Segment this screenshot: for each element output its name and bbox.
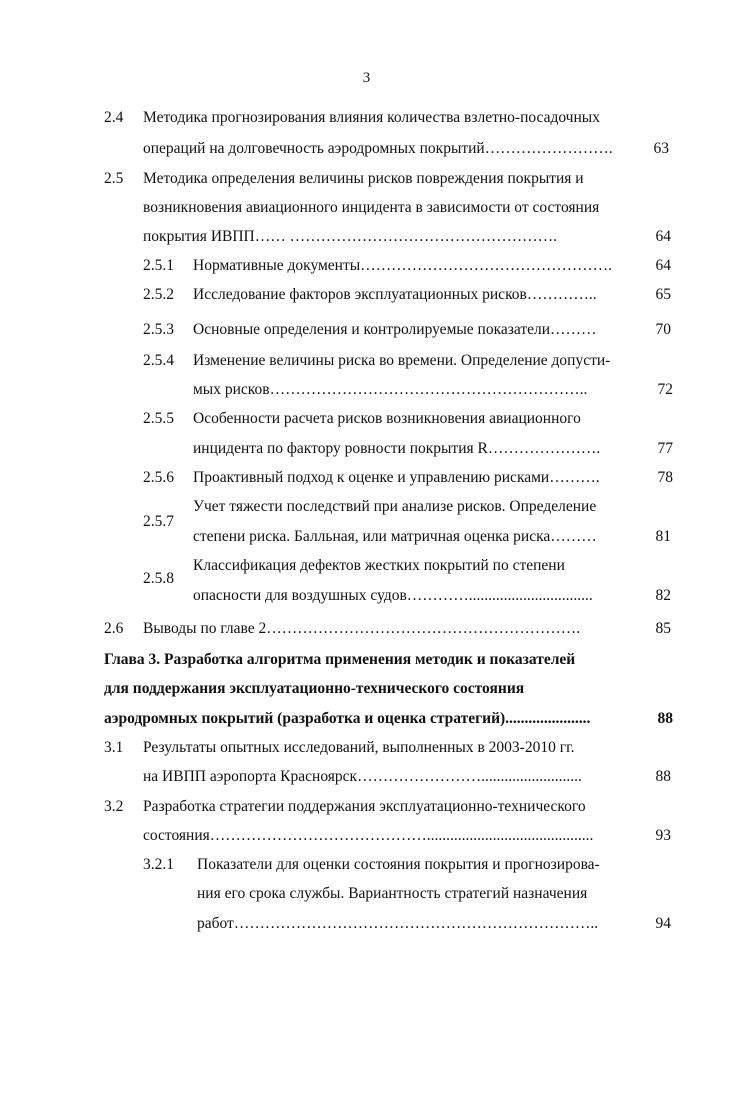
- toc-entry-page: 78: [657, 469, 673, 486]
- toc-entry-page: 82: [655, 587, 671, 604]
- toc-entry-number: 3.2.1: [143, 856, 174, 873]
- toc-entry-number: 2.5.7: [143, 513, 174, 530]
- toc-entry-text-line: Особенности расчета рисков возникновения авиационного: [193, 410, 581, 427]
- toc-entry-page: 65: [655, 286, 671, 303]
- toc-entry-text-line: Основные определения и контролируемые показатели………: [193, 321, 597, 338]
- toc-entry-number: 2.5.2: [143, 286, 174, 303]
- page-number: 3: [362, 70, 371, 86]
- toc-entry-text-line: Нормативные документы………………………………………….: [193, 257, 613, 274]
- toc-entry-text-line: опасности для воздушных судов…………................................: [193, 587, 593, 604]
- toc-entry-page: 63: [653, 140, 669, 157]
- toc-entry-text-line: Изменение величины риска во времени. Определение допусти-: [193, 352, 611, 369]
- toc-entry-number: 2.5.8: [143, 570, 174, 587]
- toc-entry-page: 77: [657, 440, 673, 457]
- toc-entry-text-line: Разработка стратегии поддержания эксплуатационно-технического: [143, 798, 586, 815]
- toc-entry-text-line: работ……………………………………………………………..: [197, 915, 599, 932]
- toc-entry-number: 2.5.3: [143, 321, 174, 338]
- toc-entry-text-line: на ИВПП аэропорта Красноярск……………………..........................: [143, 768, 582, 785]
- toc-entry-text-line: Методика определения величины рисков повреждения покрытия и: [143, 170, 584, 187]
- toc-entry-page: 93: [655, 827, 671, 844]
- toc-entry-page: 64: [655, 257, 671, 274]
- toc-entry-text-line: Показатели для оценки состояния покрытия и прогнозирова-: [197, 856, 600, 873]
- toc-entry-text-line: состояния……………………………………...........................................: [143, 827, 594, 844]
- chapter-heading-page: 88: [657, 710, 673, 727]
- toc-entry-page: 72: [657, 381, 673, 398]
- toc-entry-text-line: Исследование факторов эксплуатационных рисков…………..: [193, 286, 597, 303]
- toc-entry-number: 2.5.6: [143, 469, 174, 486]
- toc-entry-page: 94: [655, 915, 671, 932]
- toc-entry-number: 2.5.1: [143, 257, 174, 274]
- toc-entry-number: 2.5.5: [143, 410, 174, 427]
- toc-entry-page: 64: [655, 228, 671, 245]
- toc-entry-text-line: операций на долговечность аэродромных покрытий…………………….: [143, 140, 613, 157]
- toc-entry-number: 3.1: [104, 739, 124, 756]
- toc-entry-text-line: Выводы по главе 2…………………………………………………….: [143, 620, 581, 637]
- toc-entry-number: 2.5: [104, 170, 124, 187]
- toc-entry-number: 2.5.4: [143, 352, 174, 369]
- toc-entry-number: 2.4: [104, 109, 124, 126]
- chapter-heading-line: Глава 3. Разработка алгоритма применения методик и показателей: [104, 651, 576, 668]
- toc-entry-text-line: инцидента по фактору ровности покрытия R………………….: [193, 440, 601, 457]
- toc-entry-page: 88: [655, 768, 671, 785]
- toc-entry-text-line: Результаты опытных исследований, выполненных в 2003-2010 гг.: [143, 739, 575, 756]
- toc-entry-number: 3.2: [104, 798, 124, 815]
- toc-entry-text-line: Методика прогнозирования влияния количества взлетно-посадочных: [143, 109, 600, 126]
- toc-entry-number: 2.6: [104, 620, 124, 637]
- toc-entry-page: 81: [655, 528, 671, 545]
- toc-entry-text-line: степени риска. Балльная, или матричная оценка риска………: [193, 528, 597, 545]
- chapter-heading-line: аэродромных покрытий (разработка и оценка стратегий)......................: [104, 710, 591, 727]
- toc-entry-text-line: возникновения авиационного инцидента в зависимости от состояния: [143, 199, 600, 216]
- toc-entry-text-line: Классификация дефектов жестких покрытий по степени: [193, 557, 565, 574]
- toc-entry-text-line: Проактивный подход к оценке и управлению рисками……….: [193, 469, 600, 486]
- toc-entry-page: 70: [655, 321, 671, 338]
- toc-entry-page: 85: [655, 620, 671, 637]
- toc-entry-text-line: мых рисков……………………………………………………..: [193, 381, 588, 398]
- toc-entry-text-line: покрытия ИВПП…… …………………………………………….: [143, 228, 557, 245]
- toc-entry-text-line: Учет тяжести последствий при анализе рисков. Определение: [193, 498, 597, 515]
- chapter-heading-line: для поддержания эксплуатационно-технического состояния: [104, 680, 525, 697]
- toc-entry-text-line: ния его срока службы. Вариантность стратегий назначения: [197, 885, 588, 902]
